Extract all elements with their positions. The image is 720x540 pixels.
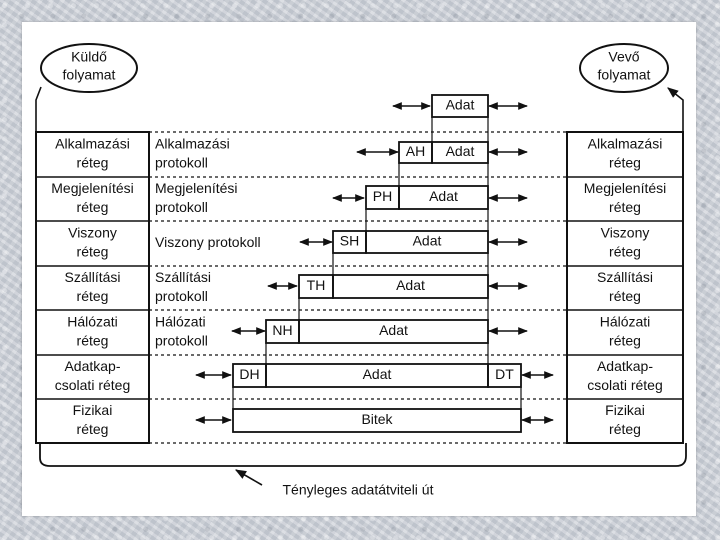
- receiver-layer-name: réteg: [609, 421, 641, 438]
- protocol-label: Szállítási: [155, 269, 212, 286]
- osi-diagram: [22, 22, 696, 516]
- data-cell-label: Adat: [396, 277, 425, 294]
- protocol-label: protokoll: [155, 199, 208, 216]
- receiver-layer-name: réteg: [609, 288, 641, 305]
- receiver-layer-name: réteg: [609, 199, 641, 216]
- data-cell-label: Adat: [445, 143, 475, 160]
- data-cell-label: Adat: [379, 322, 408, 339]
- transmission-path-line: [40, 443, 686, 466]
- sender-process-label: folyamat: [62, 66, 116, 83]
- sender-layer-name: Hálózati: [67, 313, 118, 330]
- transmission-path-label: Tényleges adatátviteli út: [282, 481, 434, 498]
- data-cell-label: Adat: [412, 232, 442, 249]
- header-cell-label: TH: [306, 277, 326, 294]
- sender-layer-name: Adatkap-: [64, 358, 121, 375]
- receiver-layer-name: Viszony: [600, 224, 650, 241]
- sender-layer-name: réteg: [76, 288, 109, 305]
- sender-process-label: Küldő: [71, 48, 107, 65]
- receiver-layer-name: Adatkap-: [596, 358, 654, 375]
- receiver-layer-name: Megjelenítési: [583, 180, 667, 197]
- sender-layer-name: Szállítási: [64, 269, 121, 286]
- data-cell-label: Adat: [445, 96, 475, 113]
- receiver-process-label: folyamat: [597, 66, 651, 83]
- sender-layer-name: Megjelenítési: [51, 180, 134, 197]
- receiver-layer-name: csolati réteg: [587, 377, 663, 394]
- header-cell-label: NH: [272, 322, 293, 339]
- receiver-path-arrow: [668, 88, 683, 132]
- protocol-label: protokoll: [155, 332, 208, 349]
- data-cell-label: Adat: [429, 188, 458, 205]
- sender-layer-name: réteg: [76, 154, 109, 171]
- transmission-path-pointer-arrow: [236, 470, 262, 485]
- sender-path-line: [36, 87, 41, 132]
- protocol-label: Viszony protokoll: [155, 234, 261, 251]
- header-cell-label: AH: [405, 143, 426, 160]
- sender-layer-name: csolati réteg: [54, 377, 131, 394]
- sender-layer-name: réteg: [76, 421, 109, 438]
- protocol-label: Megjelenítési: [155, 180, 238, 197]
- data-cell-label: Bitek: [361, 411, 393, 428]
- receiver-layer-name: réteg: [609, 154, 641, 171]
- receiver-layer-name: réteg: [609, 332, 641, 349]
- receiver-process-label: Vevő: [608, 48, 640, 65]
- diagram-labels: [51, 49, 666, 498]
- receiver-layer-name: réteg: [609, 243, 641, 260]
- header-cell-label: PH: [372, 188, 393, 205]
- receiver-layer-name: Hálózati: [599, 313, 651, 330]
- slide: [22, 22, 696, 516]
- header-cell-label: DH: [239, 366, 260, 383]
- receiver-layer-name: Szállítási: [596, 269, 654, 286]
- sender-layer-name: Fizikai: [72, 402, 113, 419]
- data-cell-label: Adat: [362, 366, 392, 383]
- protocol-label: protokoll: [155, 154, 208, 171]
- sender-layer-name: réteg: [76, 243, 109, 260]
- protocol-label: Hálózati: [155, 313, 206, 330]
- sender-layer-name: réteg: [76, 332, 109, 349]
- protocol-label: Alkalmazási: [155, 135, 230, 152]
- protocol-label: protokoll: [155, 288, 208, 305]
- sender-layer-name: Viszony: [68, 224, 117, 241]
- receiver-layer-name: Fizikai: [605, 402, 645, 419]
- sender-layer-name: Alkalmazási: [55, 135, 130, 152]
- sender-layer-name: réteg: [76, 199, 109, 216]
- receiver-layer-name: Alkalmazási: [587, 135, 663, 152]
- header-cell-label: SH: [339, 232, 360, 249]
- trailer-cell-label: DT: [495, 366, 514, 383]
